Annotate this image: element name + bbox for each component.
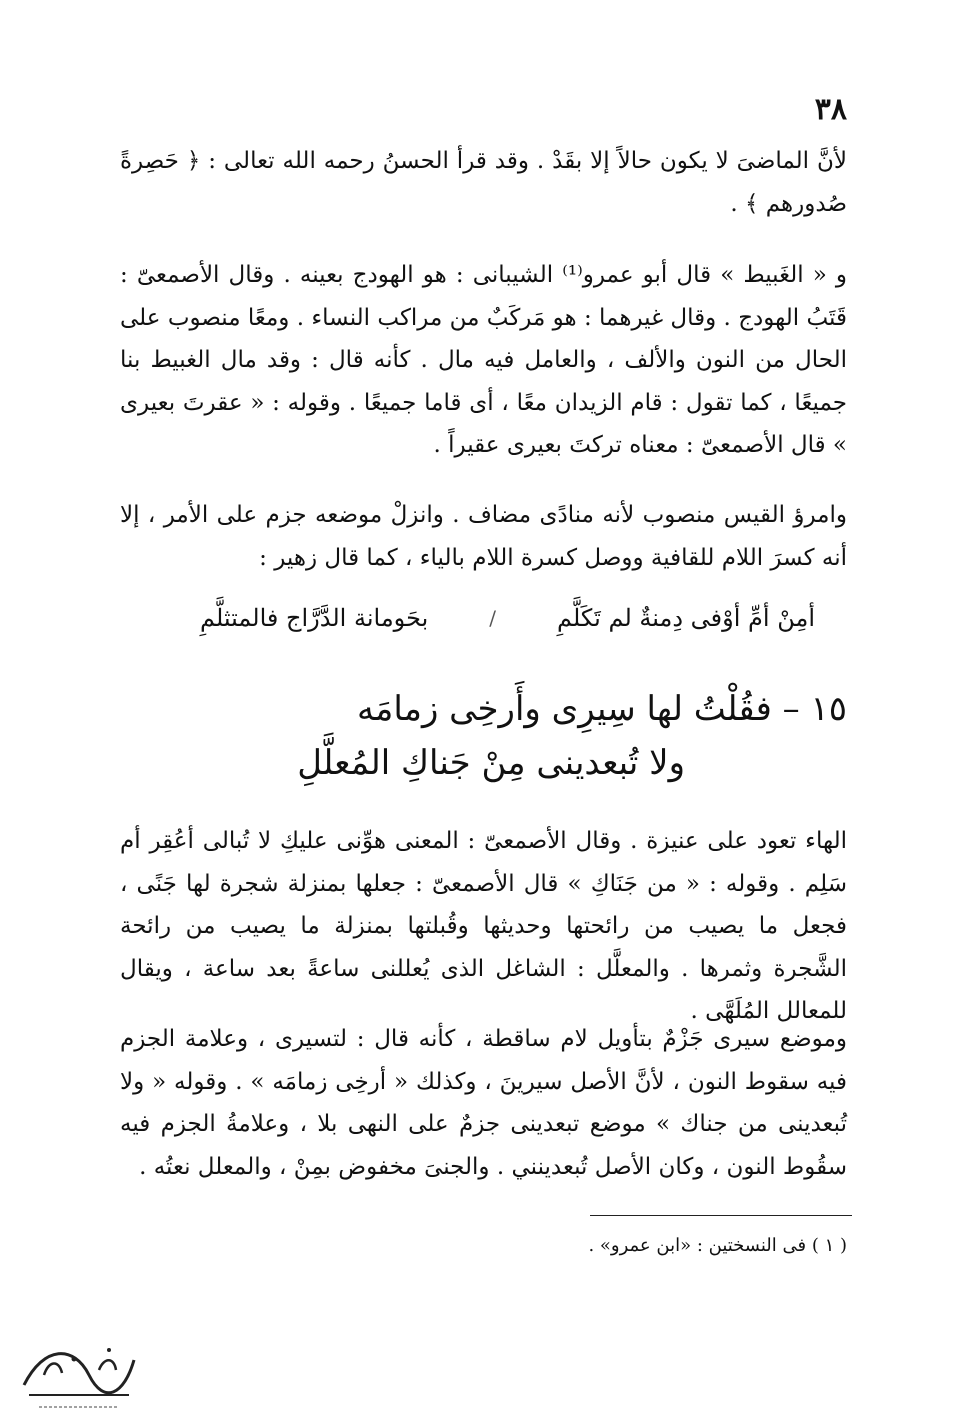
quoted-verse-first-half: أمِنْ أمِّ أوْفى دِمنةٌ لم تَكَلَّمِ — [557, 604, 815, 632]
quoted-verse-second-half: بحَومانة الدَّرَّاج فالمتثلَّمِ — [200, 604, 429, 632]
paragraph-3: وامرؤ القيس منصوب لأنه منادًى مضاف . وانزلْ موضعه جزم على الأمر ، إلا أنه كسرَ اللام للقافية ووصل كسرة اللام بالياء ، كما قال زهير : — [120, 502, 847, 571]
paragraph-2: و « الغَبيط » قال أبو عمرو⁽¹⁾ الشيبانى : هو الهودج بعينه . وقال الأصمعىّ : قَتَبُ الهودج . وقال غيرهما : هو مَركَبٌ من مراكب النساء . ومعًا منصوب على الحال من النون والألف ، والعامل فيه مال . كأنه قال : وقد مال الغبيط بنا جميعًا ، كما تقول : قام الزيدان معًا ، أى قاما جميعًا . وقوله : « عقرتَ بعيرى » قال الأصمعىّ : معناه تركتَ بعيرى عقيراً . — [120, 262, 847, 458]
paragraph-5: وموضع سيرى جَزْمٌ بتأويل لام ساقطة ، كأنه قال : لتسيرى ، وعلامة الجزم فيه سقوط النون ، لأنَّ الأصل سيرينَ ، وكذلك « أرخِى زمامَه » . وقوله « ولا تُبعدينى من جناك » موضع تبعدينى جزمٌ على النهى بلا ، وعلامةُ الجزم فيه سقُوط النون ، وكان الأصل تُبعدينني . والجنىَ مخفوض بمِنْ ، والمعلل نعتُه . — [120, 1026, 847, 1180]
page-number: ٣٨ — [814, 92, 847, 127]
main-verse-first-half: فقُلْتُ لها سِيرِى وأَرخِى زمامَه — [356, 689, 772, 729]
verse-separator: / — [489, 606, 496, 630]
quoted-verse — [200, 598, 815, 638]
main-verse-first-line — [357, 684, 847, 734]
paragraph-4: الهاء تعود على عنيزة . وقال الأصمعىّ : المعنى هوِّنى عليكِ لا تُبالى أعُقِر أم سَلِم . وقوله : « من جَنَاكِ » قال الأصمعىّ : جعلها بمنزلة شجرة لها جَنًى ، فجعل ما يصيب من رائحتها وحديثها وقُبلتها بمنزلة ما يصيب من رائحة الشَّجرة وثمرها . والمعلَّل : الشاغل الذى يُعللنى ساعةً بعد ساعة ، ويقال للمعالل المُلَهَّى . — [120, 828, 847, 1024]
footnote: ( ١ ) فى النسختين : «ابن عمرو» . — [588, 1235, 847, 1256]
verse-number: ١٥ – — [782, 689, 847, 729]
main-verse-second-half: ولا تُبعدينى مِنْ جَناكِ المُعلَّلِ — [297, 743, 685, 783]
paragraph-1: لأنَّ الماضىَ لا يكون حالاً إلا بقَدْ . وقد قرأ الحسنُ رحمه الله تعالى : ﴿ حَصِرةً صُدورهم ﴾ . — [120, 148, 847, 217]
publisher-logo-icon — [14, 1335, 144, 1415]
footnote-divider — [590, 1215, 852, 1216]
